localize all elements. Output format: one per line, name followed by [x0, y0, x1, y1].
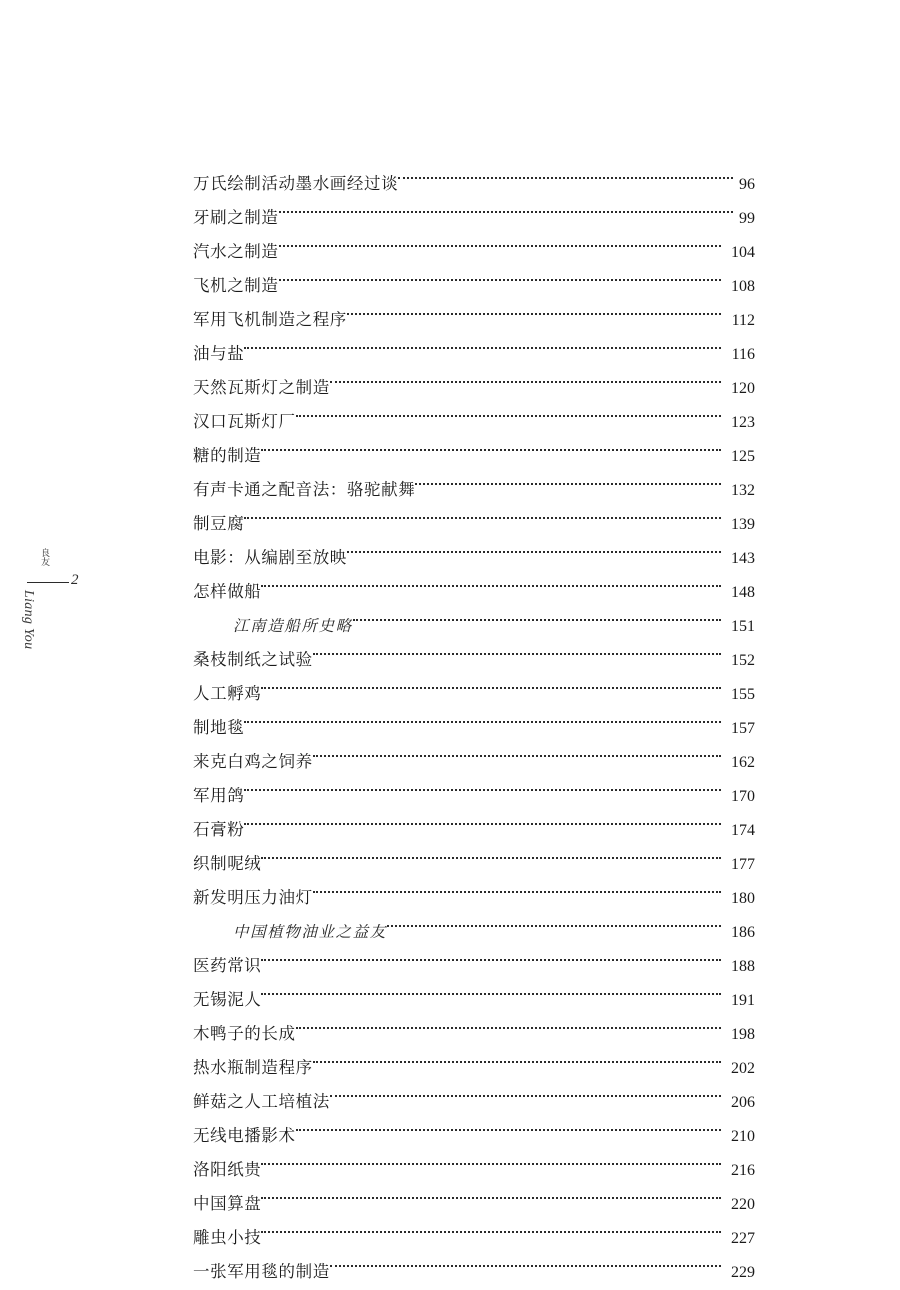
toc-dot-leader: [296, 1107, 721, 1141]
toc-entry-page-number: 227: [731, 1230, 755, 1247]
toc-entry-title: 怎样做船: [193, 582, 262, 601]
toc-entry-title: 江南造船所史略: [233, 618, 353, 635]
toc-dot-leader: [387, 903, 721, 937]
toc-entry-title: 糖的制造: [193, 446, 262, 465]
toc-entry-title: 中国植物油业之益友: [233, 924, 387, 941]
toc-entry[interactable]: [193, 699, 755, 737]
page-folio: [0, 548, 110, 678]
toc-dot-leader: [261, 563, 721, 597]
toc-dot-leader: [296, 1005, 721, 1039]
toc-entry-page-number: 155: [731, 686, 755, 703]
toc-entry-title: 来克白鸡之饲养: [193, 752, 313, 771]
toc-dot-leader: [313, 869, 721, 903]
toc-entry-title: 制地毯: [193, 718, 245, 737]
toc-entry-page-number: 206: [731, 1094, 755, 1111]
toc-dot-leader: [261, 1175, 721, 1209]
toc-dot-leader: [244, 325, 721, 359]
toc-entry[interactable]: [193, 597, 755, 635]
toc-entry-title: 热水瓶制造程序: [193, 1058, 313, 1077]
toc-entry[interactable]: [193, 1209, 755, 1247]
toc-entry[interactable]: [193, 869, 755, 907]
toc-dot-leader: [313, 631, 721, 665]
toc-entry-page-number: 170: [731, 788, 755, 805]
toc-entry[interactable]: [193, 325, 755, 363]
toc-entry-title: 军用鸽: [193, 786, 245, 805]
toc-entry-page-number: 220: [731, 1196, 755, 1213]
toc-entry-title: 人工孵鸡: [193, 684, 262, 703]
toc-entry-title: 洛阳纸贵: [193, 1160, 262, 1179]
toc-dot-leader: [347, 291, 721, 325]
toc-entry-title: 油与盐: [193, 344, 245, 363]
toc-entry-page-number: 210: [731, 1128, 755, 1145]
toc-entry[interactable]: [193, 155, 755, 193]
toc-entry-page-number: 177: [731, 856, 755, 873]
toc-entry-page-number: 216: [731, 1162, 755, 1179]
toc-entry-page-number: 186: [731, 924, 755, 941]
toc-entry-page-number: 191: [731, 992, 755, 1009]
toc-entry[interactable]: [193, 495, 755, 533]
toc-entry-title: 石膏粉: [193, 820, 245, 839]
toc-dot-leader: [330, 1073, 721, 1107]
toc-dot-leader: [279, 223, 722, 257]
toc-entry-title: 有声卡通之配音法：骆驼献舞: [193, 480, 416, 499]
toc-entry[interactable]: [193, 971, 755, 1009]
table-of-contents: [193, 155, 755, 1281]
toc-entry-title: 制豆腐: [193, 514, 245, 533]
toc-dot-leader: [353, 597, 721, 631]
toc-entry-title: 汽水之制造: [193, 242, 279, 261]
toc-entry-title: 天然瓦斯灯之制造: [193, 378, 330, 397]
toc-dot-leader: [415, 461, 721, 495]
toc-entry[interactable]: [193, 563, 755, 601]
toc-entry-page-number: 143: [731, 550, 755, 567]
toc-dot-leader: [296, 393, 721, 427]
toc-entry-page-number: 152: [731, 652, 755, 669]
toc-dot-leader: [261, 835, 721, 869]
toc-entry-page-number: 108: [731, 278, 755, 295]
toc-entry[interactable]: [193, 529, 755, 567]
toc-entry[interactable]: [193, 1175, 755, 1213]
toc-entry-title: 飞机之制造: [193, 276, 279, 295]
toc-dot-leader: [279, 189, 734, 223]
toc-entry-title: 无线电播影术: [193, 1126, 296, 1145]
toc-dot-leader: [279, 257, 722, 291]
toc-entry[interactable]: [193, 1141, 755, 1179]
toc-entry-page-number: 132: [731, 482, 755, 499]
toc-entry-title: 医药常识: [193, 956, 262, 975]
toc-dot-leader: [330, 1243, 721, 1277]
toc-entry-page-number: 99: [739, 210, 755, 227]
series-mark-chinese: 良友: [40, 548, 50, 566]
toc-entry-title: 万氏绘制活动墨水画经过谈: [193, 174, 399, 193]
toc-entry[interactable]: [193, 835, 755, 873]
toc-entry-page-number: 151: [731, 618, 755, 635]
toc-entry-title: 雕虫小技: [193, 1228, 262, 1247]
toc-dot-leader: [261, 971, 721, 1005]
toc-entry-title: 鲜菇之人工培植法: [193, 1092, 330, 1111]
toc-entry-page-number: 198: [731, 1026, 755, 1043]
toc-entry-title: 无锡泥人: [193, 990, 262, 1009]
toc-dot-leader: [330, 359, 721, 393]
toc-entry-title: 一张军用毯的制造: [193, 1262, 330, 1281]
toc-entry-title: 桑枝制纸之试验: [193, 650, 313, 669]
folio-page-number: 2: [71, 572, 79, 588]
toc-entry[interactable]: [193, 937, 755, 975]
folio-divider-rule: [27, 582, 69, 583]
toc-dot-leader: [261, 1209, 721, 1243]
toc-entry-title: 牙刷之制造: [193, 208, 279, 227]
toc-entry-title: 军用飞机制造之程序: [193, 310, 347, 329]
toc-entry-page-number: 120: [731, 380, 755, 397]
toc-dot-leader: [347, 529, 721, 563]
toc-entry[interactable]: [193, 665, 755, 703]
toc-dot-leader: [313, 1039, 721, 1073]
toc-dot-leader: [261, 1141, 721, 1175]
toc-entry-title: 汉口瓦斯灯厂: [193, 412, 296, 431]
toc-entry-title: 新发明压力油灯: [193, 888, 313, 907]
toc-entry[interactable]: [193, 461, 755, 499]
toc-entry-title: 木鸭子的长成: [193, 1024, 296, 1043]
toc-entry-page-number: 139: [731, 516, 755, 533]
series-mark-romanized: Liang You: [21, 590, 36, 650]
toc-dot-leader: [244, 699, 721, 733]
toc-entry[interactable]: [193, 767, 755, 805]
toc-entry-page-number: 96: [739, 176, 755, 193]
toc-entry-page-number: 229: [731, 1264, 755, 1281]
toc-entry-page-number: 202: [731, 1060, 755, 1077]
toc-entry[interactable]: [193, 427, 755, 465]
toc-dot-leader: [261, 665, 721, 699]
toc-dot-leader: [398, 155, 733, 189]
toc-entry[interactable]: [193, 801, 755, 839]
toc-entry-page-number: 104: [731, 244, 755, 261]
toc-entry-title: 织制呢绒: [193, 854, 262, 873]
toc-entry[interactable]: [193, 1243, 755, 1281]
toc-entry-page-number: 148: [731, 584, 755, 601]
toc-entry[interactable]: [193, 359, 755, 397]
toc-dot-leader: [313, 733, 721, 767]
toc-entry-page-number: 180: [731, 890, 755, 907]
toc-entry-page-number: 174: [731, 822, 755, 839]
toc-dot-leader: [244, 767, 721, 801]
toc-entry-page-number: 112: [731, 312, 755, 329]
toc-dot-leader: [244, 801, 721, 835]
toc-entry-page-number: 125: [731, 448, 755, 465]
toc-dot-leader: [261, 427, 721, 461]
toc-entry-title: 电影：从编剧至放映: [193, 548, 347, 567]
toc-dot-leader: [261, 937, 721, 971]
toc-entry-page-number: 162: [731, 754, 755, 771]
toc-entry-page-number: 116: [731, 346, 755, 363]
toc-dot-leader: [244, 495, 721, 529]
toc-entry-page-number: 188: [731, 958, 755, 975]
toc-entry-title: 中国算盘: [193, 1194, 262, 1213]
toc-entry[interactable]: [193, 1005, 755, 1043]
toc-entry[interactable]: [193, 733, 755, 771]
toc-entry-page-number: 157: [731, 720, 755, 737]
toc-entry-page-number: 123: [731, 414, 755, 431]
